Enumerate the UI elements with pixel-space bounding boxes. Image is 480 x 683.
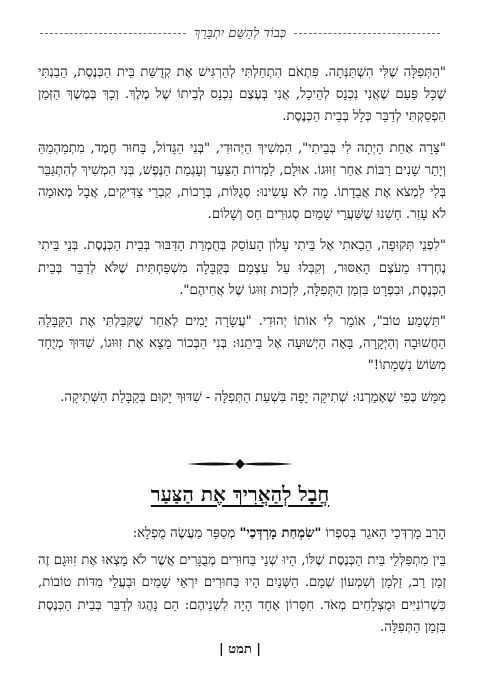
running-header — [40, 22, 440, 44]
intro-prefix: הָרַב מָרְדְּכַי הָאגֵר בְּסִפְרוֹ — [321, 526, 446, 541]
section-paragraph: בֵּין מִתְפַּלְּלֵי בֵּית הַכְּנֶסֶת שֶׁלּוֹ, הָיוּ שְׁנֵי בַּחוּרִים מְבֻגָּרִים אֲשֶׁר לֹא מָצְאוּ אֶת זִוּוּגָם זֶה זְמַן רַב, זַלְמָן וְשִׁמְעוֹן שְׁמָם. הַשְּׁנַיִם הָיוּ בַּחוּרִים יִרְאֵי שָׁמַיִם וּבַעֲלֵי מִדּוֹת טוֹבוֹת, כִּשְׁרוֹנִיִּים וּמֻצְלָחִים מְאֹד. חִסָּרוֹן אֶחָד הָיָה לִשְׁנֵיהֶם: הֵם נָהֲגוּ לְדַבֵּר בְּבֵית הַכְּנֶסֶת בִּזְמַן הַתְּפִלָּה. — [38, 553, 446, 635]
main-text — [38, 62, 446, 418]
paragraph: "תִּשְׁמַע טוֹב", אוֹמֵר לִי אוֹתוֹ יְהוּדִי. "עֲשָׂרָה יָמִים לְאַחַר שֶׁקִּבַּלְתִּי אֶת הַקַּבָּלָה הַחֲשׁוּבָה וְהַיְּקָרָה, בָּאָה הַיְשׁוּעָה אֶל בֵּיתֵנוּ: בְּנִי הַבְּכוֹר מָצָא אֶת זִוּוּגוֹ, שִׁדּוּךְ מְיֻחָד מִשּׂוֹשׂ נִשְׁמָתוֹ!" — [38, 314, 446, 374]
paragraph: "צָרָה אַחַת הָיְתָה לִי בְּבֵיתִי", הִמְשִׁיךְ הַיְּהוּדִי, "בְּנִי הַגָּדוֹל, בָּחוּר חֶמֶד, מִתְמַהְמֵהַּ וְיָתֵר שָׁנִים רַבּוֹת אַחַר זִוּוּגוֹ. אוּלָם, לַמְרוֹת הַצַּעַר וְעָגְמַת הַנֶּפֶשׁ, בְּנִי הִמְשִׁיךְ לְהִתְגַּבֵּר בְּלִי לִמְצֹא אֶת אֲבֵדָתוֹ. מָה לֹא עָשִׂינוּ: סְגֻלּוֹת, בְּרָכוֹת, קִבְרֵי צַדִּיקִים, אֲבָל מְאוּמָה לֹא עָזַר. חָשַׁנוּ שֶׁשַּׁעֲרֵי שָׁמַיִם סְגוּרִים חַס וְשָׁלוֹם. — [38, 140, 446, 223]
paragraph: "הַתְּפִלָּה שֶׁלִּי הִשְׁתַּנְּתָה. פִּתְאֹם הִתְחַלְתִּי לְהַרְגִּישׁ אֶת קְדֻשַּׁת בֵּית הַכְּנֶסֶת, הֵבַנְתִּי שֶׁכָּל פַּעַם שֶׁאֲנִי נִכְנָס לְהֵיכָל, אֲנִי בְּעֶצֶם נִכְנָס לְבֵיתוֹ שֶׁל מֶלֶךְ. וְכָךְ בְּמֶשֶׁךְ הַזְּמַן הִפְסַקְתִּי לְדַבֵּר כְּלָל בְּבֵית הַכְּנֶסֶת. — [38, 65, 446, 125]
running-header-title: כְּבוֹד לְהַשֵּׁם יִתְבָּרֵךְ — [193, 26, 287, 41]
header-rule-right — [294, 33, 440, 34]
section-divider-ornament — [185, 458, 295, 470]
book-name: "שִׂמְחַת מָרְדְּכַי" — [239, 526, 322, 541]
paragraph: מַמָּשׁ כְּפִי שֶׁאָמַרְנוּ: שְׁתִיקָה יָפָה בִּשְׁעַת הַתְּפִלָּה - שִׁדּוּךְ יָקוּם בְּקַבָּלַת הַשְּׁתִיקָה. — [60, 389, 446, 405]
intro-suffix: מְסַפֵּר מַעֲשֶׂה מֻפְלָא: — [132, 526, 240, 541]
section-text — [38, 523, 446, 644]
section-title: חֲבָל לְהַאֲרִיךְ אֶת הַצַּעַר — [150, 482, 330, 506]
paragraph: "לִפְנֵי תְּקוּפָה, הֵבֵאתִי אֶל בֵּיתִי עָלוֹן הָעוֹסֵק בְּחֻמְרַת הַדִּבּוּר בְּבֵית הַכְּנֶסֶת. בְּנֵי בֵּיתִי נֶחְרְדוּ מֵעֹצֶם הָאִסּוּר, וְקִבְּלוּ עַל עַצְמָם בְּקַבָּלָה מִשְׁפַּחְתִּית שֶׁלֹּא לְדַבֵּר בְּבֵית הַכְּנֶסֶת, וּבִפְרָט בִּזְמַן הַתְּפִלָּה, לִזְכוּת זִוּוּגוֹ שֶׁל אֲחִיהֶם". — [38, 238, 446, 298]
page-number: | תמט | — [219, 642, 261, 657]
header-rule-left — [40, 33, 186, 34]
section-intro — [38, 523, 446, 545]
